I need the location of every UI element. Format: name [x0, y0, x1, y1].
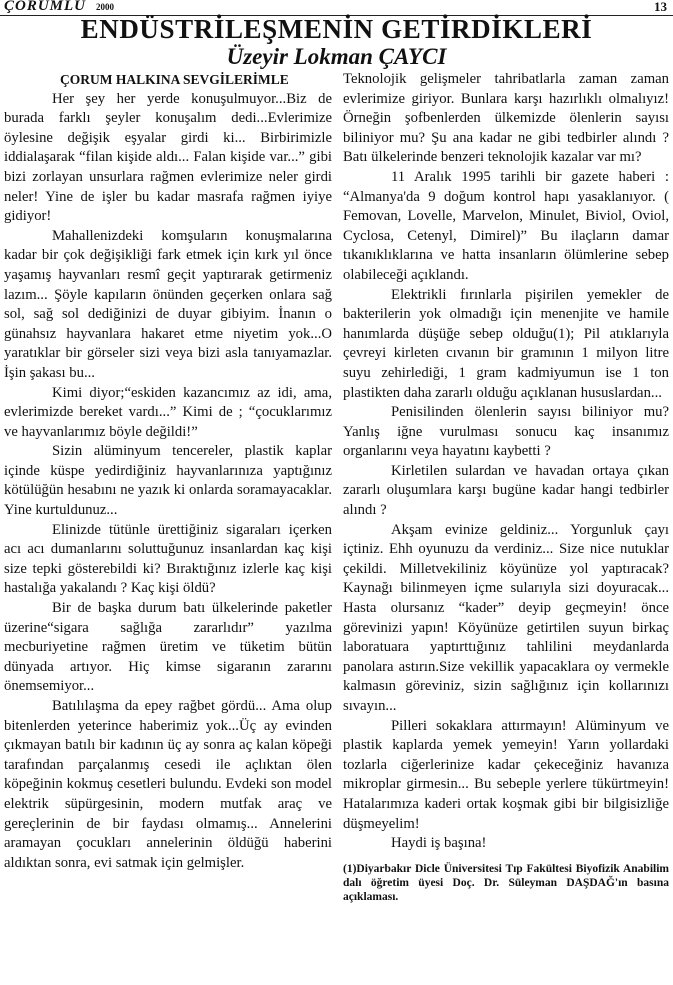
page-number: 13: [654, 0, 667, 14]
page-header: [0, 0, 673, 14]
right-column: [343, 70, 669, 904]
paragraph: Penisilinden ölenlerin sayısı biliniyor mu? Yanlış iğne vurulması sonucu kaç insanımız organlarını veya hayatını kaybetti ?: [343, 404, 669, 460]
dedication: ÇORUM HALKINA SEVGİLERİMLE: [60, 72, 289, 87]
paragraph: Kimi diyor;“eskiden kazancımız az idi, ama, evlerimizde bereket vardı...” Kimi de ; “çocuklarımız ve hayvanlarımız böyle değildi!”: [4, 384, 332, 440]
paragraph: Bir de başka durum batı ülkelerinde paketler üzerine“sigara sağlığa zararlıdır” yazılma mecburiyetine rağmen üretim ve tüketim bütün dünyada artıyor. Hiç kimse sigaranın zararını önemsemiyor...: [4, 600, 332, 695]
left-column: [4, 70, 332, 873]
paragraph: Batılılaşma da epey rağbet gördü... Ama olup bitenlerden yeterince haberimiz yok...Üç ay evinden çıkmayan batılı bir kadının üç ay sonra aç kalan köpeği tarafından parçalanmış cesedi ile açlıktan ölen köpeğinin kokmuş cesetleri bulundu. Evdeki son model elektrik süpürgesinin, modern mutfak araç ve gereçlerinin de bir faydası olmamış... Annelerini aramayan çocukları annelerinin öldüğü haberini aldıktan sonra, evi satmak için gelmişler.: [4, 698, 332, 871]
paragraph: Elinizde tütünle ürettiğiniz sigaraları içerken acı acı dumanlarını soluttuğunuz insanlardan kaç kişi size tepki gösterebildi ki? Bıraktığınız izlerle kaç kişi hastalığa yakalandı ? Kaç kişi öldü?: [4, 521, 332, 597]
paragraph: Kirletilen sulardan ve havadan ortaya çıkan zararlı oluşumlara karşı bugüne kadar hangi tedbirler alındı ?: [343, 462, 669, 519]
paragraph: 11 Aralık 1995 tarihli bir gazete haberi : “Almanya'da 9 doğum kontrol hapı yasaklanıyor. ( Femovan, Lovelle, Marvelon, Minulet, Biviol, Oviol, Cyclosa, Cetenyl, Dimirel)” Bu ilaçların damar tıkanıklıklarına ve hatta insanların ölümlerine sebep olabileceği açıklandı.: [343, 168, 669, 283]
article-author: Üzeyir Lokman ÇAYCI: [226, 44, 447, 69]
footnote: (1)Diyarbakır Dicle Üniversitesi Tıp Fakültesi Biyofizik Anabilim dalı öğretim üyesi Doç. Dr. Süleyman DAŞDAĞ'ın basına açıklaması.: [343, 862, 669, 903]
paragraph: Akşam evinize geldiniz... Yorgunluk çayı içtiniz. Ehh oyunuzu da verdiniz... Size nice nutuklar çekildi. Milletvekiliniz köyünüze yol yaptıracak? Kaynağı bilinmeyen içme sularıyla sizi doyuracak... Hasta olursanız “kader” deyip geçmeyin! önce görevinizi yapın! Köyünüze getirtilen suyun birkaç laboratuara yaptırttığınız tahlilini meydanlarda panolara astırın.Size vekillik yapacaklara oy vermekle kalmasın göreviniz, sizin sağlığınız için kollarınızı sıvayın...: [343, 521, 669, 714]
article-title: ENDÜSTRİLEŞMENİN GETİRDİKLERİ: [80, 14, 593, 44]
magazine-year: 2000: [96, 2, 114, 12]
paragraph: Teknolojik gelişmeler tahribatlarla zaman zaman evlerimize giriyor. Bunlara karşı hazırlıklı olmalıyız! Örneğin şofbenlerden ülkemizde ölenlerin sayısı biliniyor mu? Şu ana kadar ne gibi tedbirler alındı ? Batı ülkelerinde benzeri teknolojik kazalar var mı?: [343, 71, 669, 166]
paragraph: Sizin alüminyum tencereler, plastik kaplar içinde küspe yedirdiğiniz hayvanlarınıza yaptığınız kötülüğün hesabını ne yazık ki onlarda soramayacaklar. Yine kurtuldunuz...: [4, 443, 332, 519]
magazine-name: ÇORUMLU: [4, 0, 87, 14]
paragraph: Her şey her yerde konuşulmuyor...Biz de burada farklı şeyler konuşalım dedi...Evlerimize öylesine değişik eşyalar girdi ki... Birbirimizle iddialaşarak “filan kişide aldı... Falan kişide var...” gibi bizi zorlayan unsurlara rağmen evlerimize neler girdi neler! Yine de işler bu kadar masrafa rağmen iyiye gidiyor!: [4, 90, 332, 225]
paragraph: Elektrikli fırınlarla pişirilen yemekler de bakterilerin yok olmadığı için menenjite ve hamile hanımlarda düşüğe sebep olduğu(1); Pil atıklarıyla çevreyi kirleten cıvanın bir gramının 1 milyon litre suyu zehirlediği, 1 gram kadmiyumun ise 1 ton plastikten daha zararlı olduğu açıklanan hususlardan...: [343, 286, 669, 401]
paragraph: Haydi iş başına!: [391, 835, 487, 852]
paragraph: Pilleri sokaklara attırmayın! Alüminyum ve plastik kaplarda yemek yemeyin! Yarın yollardaki tozlarla ciğerlerinize kadar çekeceğiniz havanıza mikroplar girmesin... Bu sebeple yerlere tükürtmeyin! Hatalarımıza kaderi ortak koşmak gibi bir bilgisizliğe düşmeyelim!: [343, 717, 669, 832]
paragraph: Mahallenizdeki komşuların konuşmalarına kadar bir çok değişikliği fark etmek için kırk yıl önce yaşamış hayvanları resmî geçit yaptırarak getirmeniz lazım... Şöyle kapıların önünden geçerken onlara sağ sol, sağ sol dediğinizi de duyar gibiyim. İnanın o günahsız hayvanlara hakaret etme niyetim yok...O yaratıklar bir görseler sizi veya bizi asla tanıyamazlar. İşin şakası bu...: [4, 227, 332, 381]
